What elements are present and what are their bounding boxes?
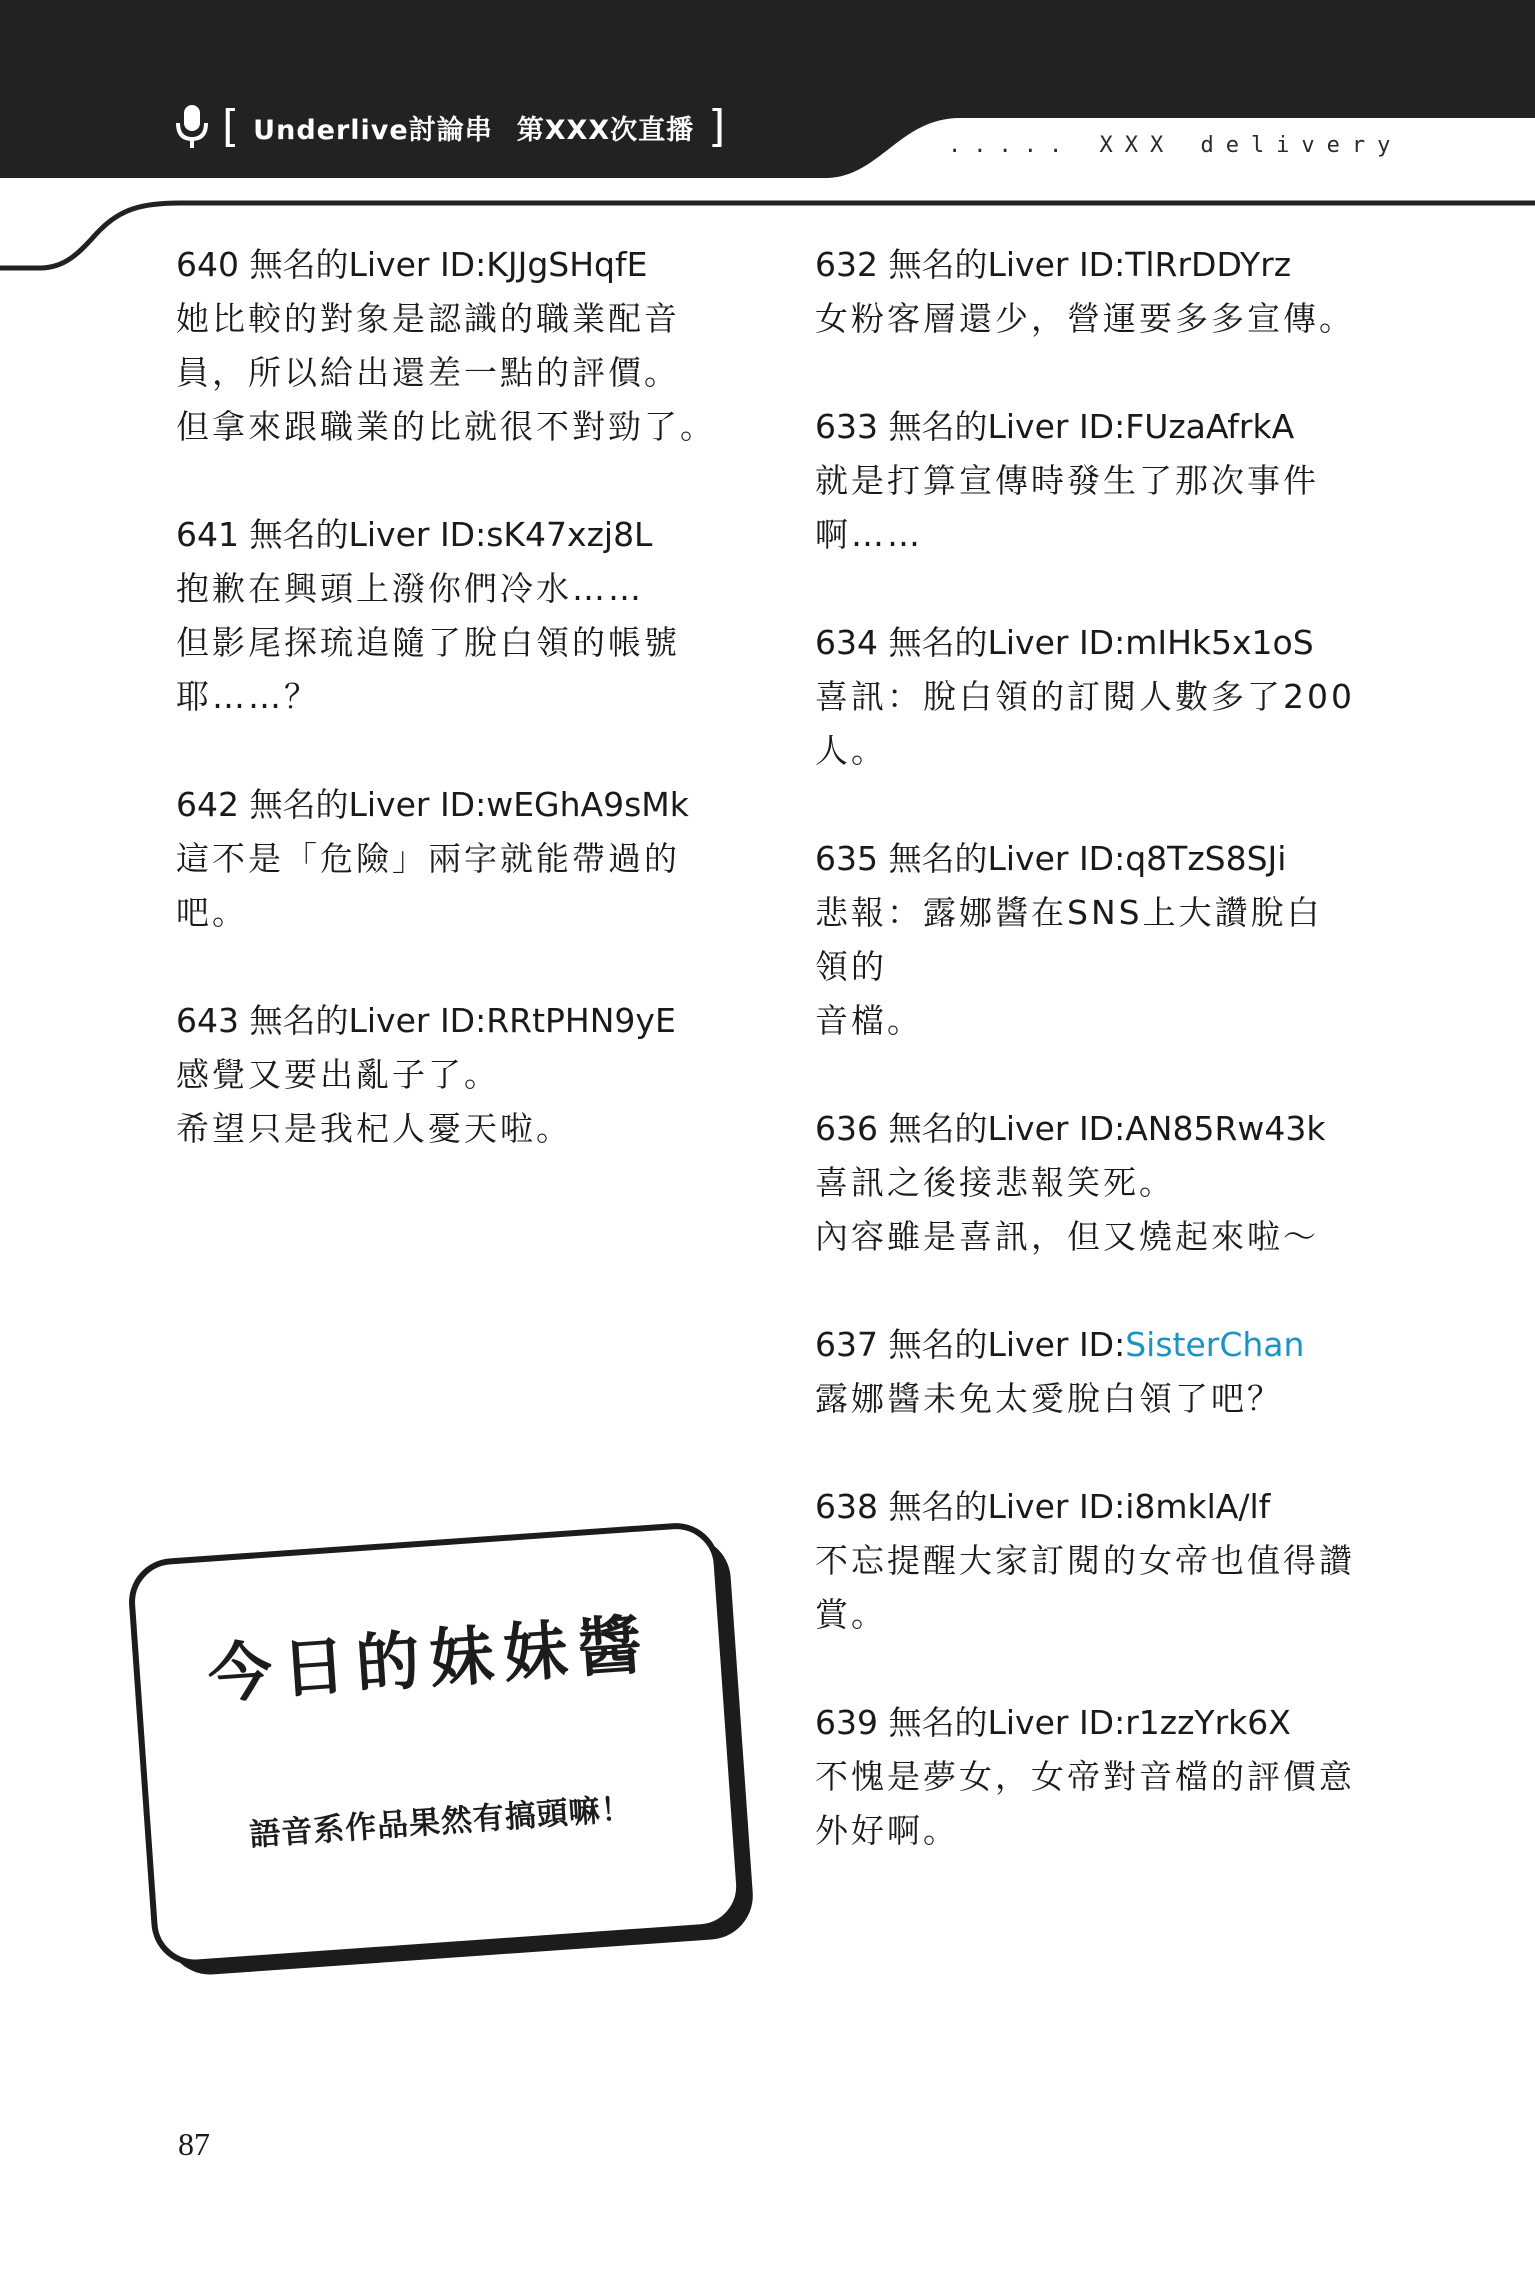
stamp-title: 今日的妹妹醬 bbox=[205, 1607, 654, 1713]
post bbox=[815, 1696, 1355, 1858]
poster-name: 無名的Liver bbox=[249, 515, 430, 554]
microphone-icon bbox=[172, 103, 212, 151]
post-text-line: 不忘提醒大家訂閱的女帝也值得讚 bbox=[815, 1541, 1355, 1580]
post-text-line: 就是打算宣傳時發生了那次事件 bbox=[815, 461, 1319, 500]
post-header bbox=[815, 1102, 1355, 1156]
bracket-open: [ bbox=[222, 101, 240, 152]
post bbox=[815, 1480, 1355, 1642]
poster-name: 無名的Liver bbox=[888, 407, 1069, 446]
post-header bbox=[176, 508, 716, 562]
poster-name: 無名的Liver bbox=[249, 245, 430, 284]
poster-name: 無名的Liver bbox=[249, 785, 430, 824]
post-number: 635 bbox=[815, 839, 878, 878]
post-text-line: 感覺又要出亂子了。 bbox=[176, 1055, 500, 1094]
post-number: 633 bbox=[815, 407, 878, 446]
poster-name: 無名的Liver bbox=[888, 1325, 1069, 1364]
post-number: 632 bbox=[815, 245, 878, 284]
broadcast-number: 第XXX次直播 bbox=[516, 114, 695, 146]
poster-id: mIHk5x1oS bbox=[1125, 623, 1314, 662]
post bbox=[815, 238, 1355, 346]
poster-id: AN85Rw43k bbox=[1125, 1109, 1326, 1148]
post-number: 640 bbox=[176, 245, 239, 284]
post-text-line: 但拿來跟職業的比就很不對勁了。 bbox=[176, 407, 716, 446]
post-text-line: 希望只是我杞人憂天啦。 bbox=[176, 1109, 572, 1148]
post-number: 638 bbox=[815, 1487, 878, 1526]
poster-id: SisterChan bbox=[1125, 1325, 1305, 1364]
header-title bbox=[172, 103, 725, 151]
id-prefix: ID: bbox=[439, 515, 487, 554]
left-column bbox=[176, 238, 716, 1210]
poster-id: KJJgSHqfE bbox=[486, 245, 648, 284]
thread-title-wrapper bbox=[253, 108, 694, 147]
post-text-line: 音檔。 bbox=[815, 1001, 923, 1040]
post-header bbox=[815, 832, 1355, 886]
post-header bbox=[815, 616, 1355, 670]
post-text-line: 外好啊。 bbox=[815, 1811, 959, 1850]
post bbox=[815, 1102, 1355, 1264]
post-header bbox=[815, 1318, 1355, 1372]
poster-name: 無名的Liver bbox=[888, 245, 1069, 284]
post bbox=[815, 400, 1355, 562]
post-number: 639 bbox=[815, 1703, 878, 1742]
poster-id: TlRrDDYrz bbox=[1125, 245, 1292, 284]
post-text-line: 女粉客層還少，營運要多多宣傳。 bbox=[815, 299, 1355, 338]
bracket-close: ] bbox=[708, 101, 726, 152]
post bbox=[815, 616, 1355, 778]
post-header bbox=[176, 994, 716, 1048]
post bbox=[815, 1318, 1355, 1426]
stamp-subtitle: 語音系作品果然有搞頭嘛！ bbox=[248, 1790, 634, 1854]
post bbox=[176, 508, 716, 724]
post bbox=[176, 238, 716, 454]
id-prefix: ID: bbox=[1078, 1109, 1126, 1148]
poster-id: wEGhA9sMk bbox=[486, 785, 689, 824]
id-prefix: ID: bbox=[1078, 839, 1126, 878]
poster-name: 無名的Liver bbox=[888, 1703, 1069, 1742]
post-number: 637 bbox=[815, 1325, 878, 1364]
right-column bbox=[815, 238, 1355, 1912]
post-header bbox=[815, 238, 1355, 292]
post-header bbox=[176, 778, 716, 832]
poster-name: 無名的Liver bbox=[888, 1109, 1069, 1148]
poster-id: i8mklA/lf bbox=[1125, 1487, 1271, 1526]
poster-id: FUzaAfrkA bbox=[1125, 407, 1295, 446]
id-prefix: ID: bbox=[439, 785, 487, 824]
thread-title: Underlive討論串 bbox=[253, 114, 493, 146]
id-prefix: ID: bbox=[1078, 623, 1126, 662]
post-text-line: 啊…… bbox=[815, 515, 923, 554]
post-number: 642 bbox=[176, 785, 239, 824]
post bbox=[176, 778, 716, 940]
post-number: 636 bbox=[815, 1109, 878, 1148]
post bbox=[176, 994, 716, 1156]
post-text-line: 喜訊之後接悲報笑死。 bbox=[815, 1163, 1175, 1202]
post-text-line: 她比較的對象是認識的職業配音 bbox=[176, 299, 680, 338]
poster-id: r1zzYrk6X bbox=[1125, 1703, 1291, 1742]
post-text-line: 賞。 bbox=[815, 1595, 887, 1634]
id-prefix: ID: bbox=[439, 1001, 487, 1040]
poster-id: sK47xzj8L bbox=[486, 515, 653, 554]
delivery-tagline: ..... XXX delivery bbox=[948, 133, 1403, 158]
id-prefix: ID: bbox=[1078, 407, 1126, 446]
post-text-line: 不愧是夢女，女帝對音檔的評價意 bbox=[815, 1757, 1355, 1796]
stamp-card-face bbox=[126, 1520, 745, 1968]
poster-name: 無名的Liver bbox=[249, 1001, 430, 1040]
post-text-line: 悲報：露娜醬在SNS上大讚脫白領的 bbox=[815, 893, 1323, 986]
post-text-line: 喜訊：脫白領的訂閱人數多了200 bbox=[815, 677, 1355, 716]
post-number: 643 bbox=[176, 1001, 239, 1040]
post-text-line: 但影尾探琉追隨了脫白領的帳號 bbox=[176, 623, 680, 662]
poster-name: 無名的Liver bbox=[888, 1487, 1069, 1526]
id-prefix: ID: bbox=[1078, 245, 1126, 284]
post bbox=[815, 832, 1355, 1048]
post-header bbox=[815, 1696, 1355, 1750]
id-prefix: ID: bbox=[1078, 1703, 1126, 1742]
post-text-line: 員，所以給出還差一點的評價。 bbox=[176, 353, 680, 392]
post-text-line: 這不是「危險」兩字就能帶過的吧。 bbox=[176, 839, 680, 932]
poster-id: q8TzS8SJi bbox=[1125, 839, 1287, 878]
poster-name: 無名的Liver bbox=[888, 839, 1069, 878]
post-number: 634 bbox=[815, 623, 878, 662]
poster-name: 無名的Liver bbox=[888, 623, 1069, 662]
post-header bbox=[176, 238, 716, 292]
post-header bbox=[815, 400, 1355, 454]
id-prefix: ID: bbox=[1078, 1487, 1126, 1526]
post-header bbox=[815, 1480, 1355, 1534]
post-text-line: 耶……？ bbox=[176, 677, 320, 716]
post-text-line: 內容雖是喜訊，但又燒起來啦～ bbox=[815, 1217, 1319, 1256]
poster-id: RRtPHN9yE bbox=[486, 1001, 676, 1040]
post-number: 641 bbox=[176, 515, 239, 554]
post-text-line: 露娜醬未免太愛脫白領了吧？ bbox=[815, 1379, 1283, 1418]
id-prefix: ID: bbox=[1078, 1325, 1126, 1364]
stamp-card bbox=[126, 1520, 754, 1981]
id-prefix: ID: bbox=[439, 245, 487, 284]
post-text-line: 抱歉在興頭上潑你們冷水…… bbox=[176, 569, 644, 608]
post-text-line: 人。 bbox=[815, 731, 887, 770]
page-number: 87 bbox=[178, 2126, 210, 2162]
